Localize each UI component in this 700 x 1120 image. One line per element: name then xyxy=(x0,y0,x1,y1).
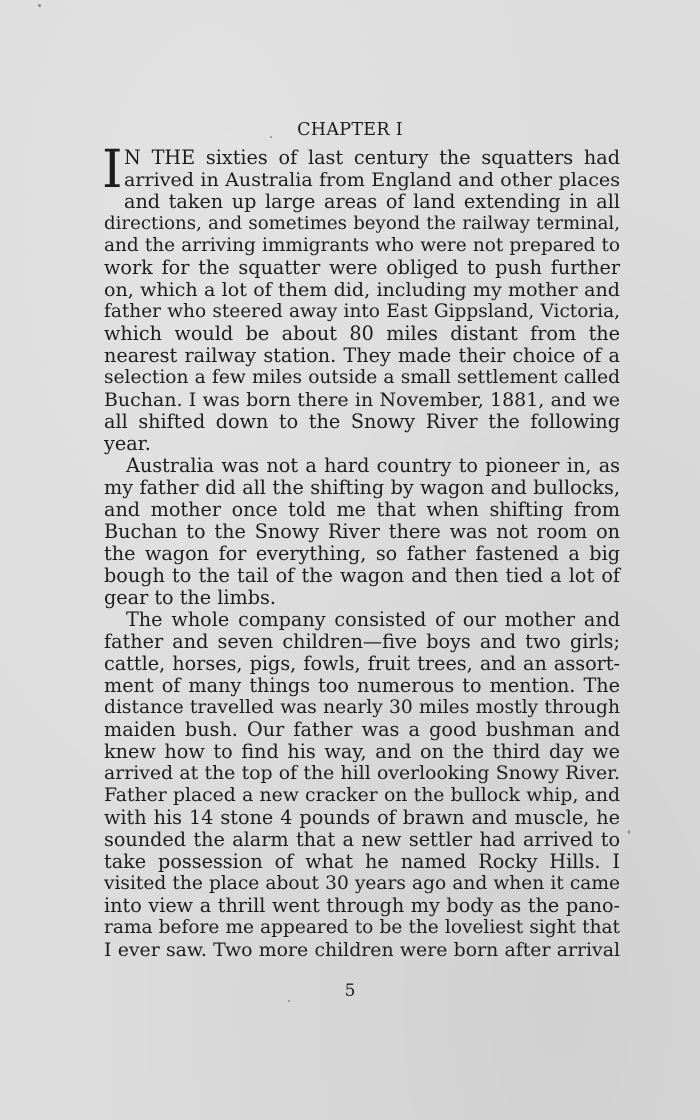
text-line: arrived at the top of the hill overlooking Snowy River. xyxy=(104,763,620,784)
chapter-heading: CHAPTER I xyxy=(297,120,403,140)
paper-speck xyxy=(270,136,272,138)
page-number: 5 xyxy=(344,981,356,1001)
text-line: nearest railway station. They made their choice of a xyxy=(104,344,620,367)
text-line: maiden bush. Our father was a good bushman and xyxy=(104,718,620,741)
text-line: sounded the alarm that a new settler had arrived to xyxy=(104,828,620,851)
text-line: gear to the limbs. xyxy=(104,586,276,609)
text-line: work for the squatter were obliged to push further xyxy=(104,256,620,279)
text-line: Australia was not a hard country to pioneer in, as xyxy=(126,454,620,477)
text-line: distance travelled was nearly 30 miles mostly through xyxy=(104,697,620,718)
text-line: which would be about 80 miles distant from the xyxy=(104,322,620,345)
text-line: year. xyxy=(104,432,151,455)
text-line: father and seven children—five boys and two girls; xyxy=(104,630,620,653)
text-line: selection a few miles outside a small settlement called xyxy=(104,367,620,388)
text-line: Buchan to the Snowy River there was not room on xyxy=(104,520,620,543)
text-line: ment of many things too numerous to mention. The xyxy=(104,674,620,697)
paper-speck xyxy=(288,1000,290,1002)
text-line: arrived in Australia from England and other places xyxy=(124,169,620,191)
text-line: Father placed a new cracker on the bullock whip, and xyxy=(104,785,620,806)
text-line: Buchan. I was born there in November, 1881, and we xyxy=(104,389,620,411)
text-line: rama before me appeared to be the loveliest sight that xyxy=(104,917,620,938)
paragraph-1 xyxy=(102,140,620,455)
paper-speck xyxy=(38,4,41,7)
text-line: I ever saw. Two more children were born after arrival xyxy=(104,939,620,961)
text-line: bough to the tail of the wagon and then tied a lot of xyxy=(104,564,620,587)
text-line: cattle, horses, pigs, fowls, fruit trees, and an assort- xyxy=(104,652,620,675)
text-line: the wagon for everything, so father fastened a big xyxy=(104,542,620,565)
text-line: father who steered away into East Gippsland, Victoria, xyxy=(104,301,620,322)
text-line: and the arriving immigrants who were not prepared to xyxy=(104,235,620,256)
text-line: my father did all the shifting by wagon and bullocks, xyxy=(104,476,620,499)
text-line: all shifted down to the Snowy River the following xyxy=(104,410,620,433)
paragraph-3 xyxy=(104,609,620,961)
text-line: on, which a lot of them did, including my mother and xyxy=(104,279,620,301)
text-line: N THE sixties of last century the squatters had xyxy=(124,146,620,169)
text-line: and mother once told me that when shifting from xyxy=(104,498,620,521)
text-line: into view a thrill went through my body as the pano- xyxy=(104,894,620,917)
text-line: knew how to find his way, and on the third day we xyxy=(104,740,620,763)
paragraph-2 xyxy=(104,455,620,609)
paper-speck xyxy=(628,830,630,834)
text-line: The whole company consisted of our mother and xyxy=(126,608,620,631)
text-line: and taken up large areas of land extending in all xyxy=(124,190,620,213)
text-line: directions, and sometimes beyond the railway terminal, xyxy=(104,213,620,234)
text-line: take possession of what he named Rocky Hills. I xyxy=(104,850,620,873)
drop-cap: I xyxy=(102,140,123,200)
text-line: visited the place about 30 years ago and when it came xyxy=(104,873,620,894)
body-text xyxy=(102,140,620,961)
text-line: with his 14 stone 4 pounds of brawn and muscle, he xyxy=(104,806,620,829)
